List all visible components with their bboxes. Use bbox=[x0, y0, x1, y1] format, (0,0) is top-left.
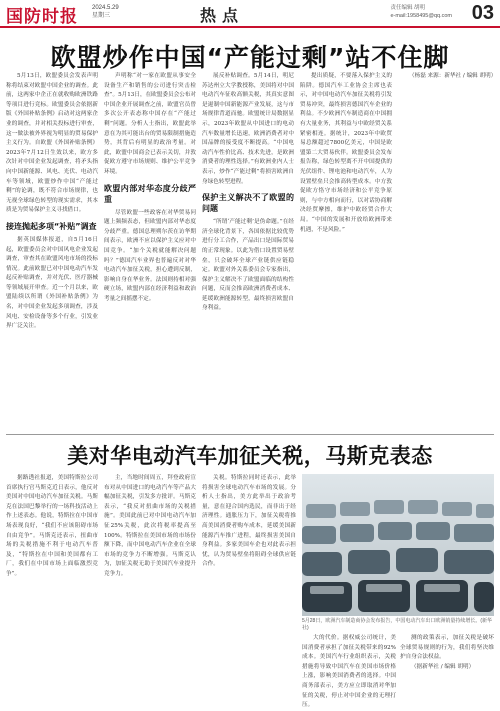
car-photo-image bbox=[302, 474, 494, 616]
issue-weekday: 星期三 bbox=[92, 13, 111, 19]
article2-paragraph: 据路透社报道，美国特斯拉公司首席执行官马斯克近日表示，他反对美国对中国电动汽车加征关税。马斯克在法国巴黎举行的一场科技活动上作上述表态。他说，特斯拉在中国市场表现良好，“我们不应该阻碍市场自由竞争”。马斯克还表示，扭曲市场的关税措施不利于电动汽车普及，“特斯拉在中国和美国都有工厂，我们在中国市场上面临激烈竞争”。 bbox=[6, 475, 98, 577]
article2-column-1 bbox=[6, 474, 98, 682]
section-divider bbox=[6, 434, 494, 435]
article1-paragraph: “所谓‘产能过剩’是伪命题。”在经济全球化背景下，各国依据比较优势进行分工合作，产品出口是国际贸易的正常现象。以此为借口设置贸易壁垒，只会破坏全球产业链供应链稳定。欧盟对外关系委员会专家指出，保护主义解决不了欧盟面临的结构性问题，反而会推高欧洲消费者成本、延缓欧洲能源转型，最终损害欧盟自身利益。 bbox=[202, 219, 294, 312]
article1-paragraph: 提出质疑，不要落入保护主义的陷阱。德国汽车工业协会主席也表示，对中国电动汽车加征关税将引发贸易冲突，最终损害德国汽车企业的利益。不少欧洲汽车制造商在中国拥有大量业务，其利益与中欧经贸关系紧密相连。据统计，2023年中欧贸易总额超过7800亿美元，中国是欧盟第二大贸易伙伴。欧盟委员会发布报告称，绿色转型离不开中国提供的光伏组件、锂电池和电动汽车，人为设置壁垒只会推高转型成本。中方敦促欧方恪守市场经济和公平竞争原则，与中方相向而行，以对话协商解决经贸摩擦，维护中欧经贸合作大局。“中国的发展和开放给欧洲带来机遇，不是风险。” bbox=[300, 73, 392, 233]
article2-paragraph: 关税。特斯拉同时还表示，此举将损害全球电动汽车市场的发展。分析人士指出，美方此举出于政治考量，意在迎合国内选民，而非出于经济理性。通胀压力下，加征关税将推高美国消费者购车成本，延缓美国新能源汽车推广进程，最终损害美国自身利益。多家美国车企也对此表示担忧，认为贸易壁垒将阻碍全球供应链合作。 bbox=[202, 475, 296, 568]
article2-headline: 美对华电动汽车加征关税，马斯克表态 bbox=[67, 444, 433, 468]
newspaper-logo: 国防时报 bbox=[6, 7, 78, 27]
article1-subhead-1: 接连抛起多项“补贴”调查 bbox=[6, 221, 97, 231]
article2-paragraph: 主，当地时间周五，拜登政府宣布对从中国进口的电动汽车等产品大幅加征关税，引发多方批评。马斯克表示，“我反对扭曲市场的关税措施”。美国此前已对中国电动汽车加征25%关税，此次将税率提高至100%。特斯拉在美国市场的市场份额下降，而中国电动汽车企业在全球市场的竞争力不断增强。马斯克认为，加征关税无助于美国汽车业提升竞争力。 bbox=[104, 475, 196, 577]
article2-photo bbox=[302, 474, 494, 616]
article2-column-3 bbox=[202, 474, 296, 682]
article1-paragraph: 声明称“对一家在欧盟从事安全设备生产和销售的公司进行突击检查”。5月13日，在欧盟委员会公布对中国企业开展调查之前，欧盟官员曾多次公开表态称中国存在“产能过剩”问题。分析人士指出，欧盟此举意在为其可能出台的贸易限制措施造势，其背后有明显的政治考量。对此，欧盟中国商会已表示关切，并敦促欧方遵守市场规则、维护公平竞争环境。 bbox=[104, 73, 196, 175]
article1-column-3 bbox=[202, 72, 294, 432]
contact-info bbox=[390, 4, 452, 20]
article1-byline: （杨磊 来源：新华社 / 编辑 胡明） bbox=[409, 73, 497, 79]
masthead bbox=[0, 0, 500, 28]
article1-column-1 bbox=[6, 72, 98, 432]
article1-paragraph: 5月13日，欧盟委员会发表声明称将结束对欧盟中国企业的调查。此前，这两家中企正在就收购欧洲铁路等项目进行竞标。欧盟委员会依据新版《外国补贴条例》启动对这两家企业的调查，并对相关投标进行审查，这一做法被外界视为明显的贸易保护主义行为。自欧盟《外国补贴条例》2023年7月12日生效以来，欧方多次针对中国企业发起调查，将矛头指向中国新能源、风电、光伏、电动汽车等领域，欧盟炒作中国“产能过剩”的论调，既不符合市场规律，也无视全球绿色转型的现实需求，其本质是为贸易保护主义寻找借口。 bbox=[6, 73, 98, 214]
section-title: 热点 bbox=[200, 6, 245, 25]
article2-byline: （据新华社 / 编辑 胡明） bbox=[411, 663, 475, 670]
article2-column-2 bbox=[104, 474, 196, 682]
article1-column-4 bbox=[300, 72, 392, 432]
page-number: 03 bbox=[471, 2, 494, 24]
photo-caption: 5月28日，欧洲汽车制造商协会发布报告，中国电动汽车出口欧洲销量持续增长。(新华社) bbox=[302, 618, 493, 631]
editor-line: 责任编辑 胡明 bbox=[390, 5, 425, 11]
article1-headline: 欧盟炒作中国“产能过剩”站不住脚 bbox=[50, 43, 450, 72]
issue-info bbox=[92, 4, 119, 20]
article1-paragraph: 展反补贴调查。5月14日，明尼苏达州立大学教授称，美国将对中国电动汽车征收高额关税，其真实意图是遏制中国新能源产业发展，这与市场规律背道而驰。欧盟统计局数据显示，2023年欧盟从中国进口的电动汽车数量增长迅速，欧洲消费者对中国品牌的接受度不断提高。“中国电动汽车性价比高、技术先进，是欧洲消费者的理性选择。”有欧洲业内人士表示，炒作“产能过剩”将损害欧洲自身绿色转型进程。 bbox=[202, 73, 294, 185]
issue-date: 2024.5.29 bbox=[92, 5, 119, 11]
article2-column-4 bbox=[302, 634, 396, 709]
article1-subhead-2: 欧盟内部对华态度分歧严重 bbox=[104, 183, 196, 204]
article2-paragraph: 大的代价。据权威公司统计，美国消费者承担了加征关税带来的92%成本。美国汽车行业组织表示，关税措施将导致中国汽车在美国市场价格上涨，影响美国消费者的选择。中国商务部表示，美方应立即取消对华加征的关税，停止对中国企业的无理打压。 bbox=[302, 635, 396, 709]
email-line: e-mail:1958495@qq.com bbox=[390, 13, 452, 19]
article1-subhead-3: 保护主义解决不了欧盟的问题 bbox=[202, 193, 294, 214]
article2-paragraph: 测的政策表示，加征关税是破坏全球贸易规则的行为，我们将坚决维护自身合法权益。 bbox=[400, 635, 494, 661]
article1-column-2 bbox=[104, 72, 196, 432]
article1-column-5 bbox=[398, 72, 497, 432]
article1-paragraph: 尽管欧盟一些政客在对华贸易问题上频频表态，但欧盟内部对华态度分歧严重。德国总理朔尔茨在访华期间表示，欧洲不应以保护主义应对中国竞争。“加个关税就能解决问题吗？”德国汽车业界也普遍反对对华电动汽车加征关税，担心遭到反制，影响自身在华业务。法国则持相对强硬立场，欧盟内部在经济利益和政治考量之间摇摆不定。 bbox=[104, 209, 196, 302]
article2-column-5 bbox=[400, 634, 494, 684]
article1-paragraph: 据英国媒体报道，自5月16日起，欧盟委员会对中国风电企业发起调查，审查其在欧盟风电市场的投标情况。此前欧盟已对中国电动汽车发起反补贴调查，并对光伏、医疗器械等领域展开审查。近一个月以来，欧盟陆续以所谓《外国补贴条例》为名，对中国企业发起多项调查，涉及风电、安检设备等多个行业，引发业界广泛关注。 bbox=[6, 236, 98, 330]
